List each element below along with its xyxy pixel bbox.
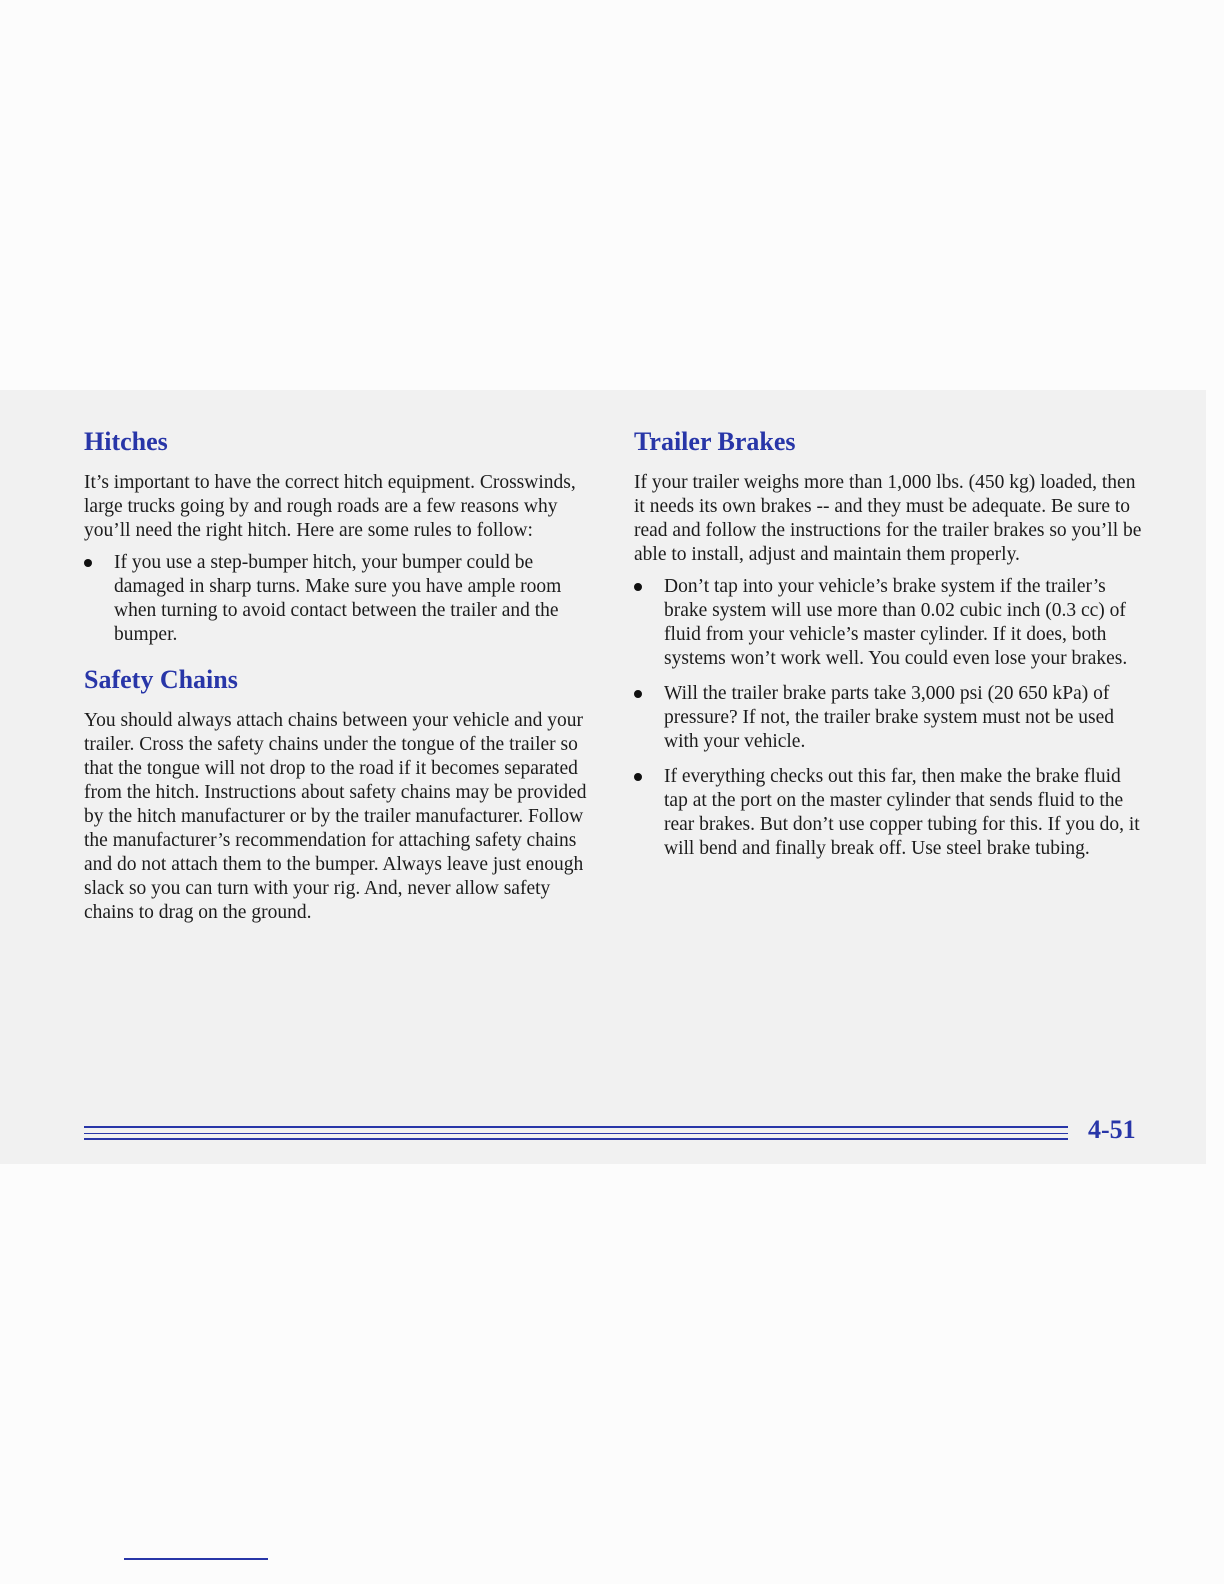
hitches-heading: Hitches (84, 427, 168, 456)
list-item (84, 551, 596, 647)
right-column (634, 425, 1144, 872)
footer-rule (84, 1126, 1068, 1128)
trailer-brakes-heading: Trailer Brakes (634, 427, 796, 456)
trailer-brakes-paragraph: If your trailer weighs more than 1,000 lbs. (450 kg) loaded, then it needs its own brakes -- and they must be adequate. Be sure to read and follow the instructions for the trailer brakes so you’ll be able to install, adjust and maintain them properly. (634, 472, 1142, 565)
bullet-text: If you use a step-bumper hitch, your bumper could be damaged in sharp turns. Make sure you have ample room when turning to avoid contact between the trailer and the bumper. (114, 552, 562, 645)
bullet-icon (634, 773, 642, 781)
hitches-paragraph: It’s important to have the correct hitch equipment. Crosswinds, large trucks going by and rough roads are a few reasons why you’ll need the right hitch. Here are some rules to follow: (84, 472, 576, 541)
safety-chains-heading: Safety Chains (84, 665, 238, 694)
safety-chains-paragraph: You should always attach chains between your vehicle and your trailer. Cross the safety chains under the tongue of the trailer so that the tongue will not drop to the road if it becomes separated from the hitch. Instructions about safety chains may be provided by the hitch manufacturer or by the trailer manufacturer. Follow the manufacturer’s recommendation for attaching safety chains and do not attach them to the bumper. Always leave just enough slack so you can turn with your rig. And, never allow safety chains to drag on the ground. (84, 710, 587, 923)
bullet-text: Don’t tap into your vehicle’s brake system if the trailer’s brake system will use more than 0.02 cubic inch (0.3 cc) of fluid from your vehicle’s master cylinder. If it does, both systems won’t work well. You could even lose your brakes. (664, 576, 1128, 669)
trailer-brakes-bullet-list (634, 575, 1144, 861)
page-number: 4-51 (1088, 1115, 1136, 1144)
hitches-bullet-list (84, 551, 596, 647)
bullet-icon (634, 583, 642, 591)
bullet-text: If everything checks out this far, then make the brake fluid tap at the port on the master cylinder that sends fluid to the rear brakes. But don’t use copper tubing for this. If you do, it will bend and finally break off. Use steel brake tubing. (664, 766, 1140, 859)
footer-rule (84, 1133, 1068, 1134)
list-item (634, 682, 1144, 754)
bullet-icon (84, 559, 92, 567)
list-item (634, 575, 1144, 671)
bullet-text: Will the trailer brake parts take 3,000 psi (20 650 kPa) of pressure? If not, the trailer brake system must not be used with your vehicle. (664, 683, 1114, 752)
left-column (84, 425, 596, 933)
list-item (634, 765, 1144, 861)
bottom-rule (124, 1558, 268, 1560)
footer-rule (84, 1138, 1068, 1140)
bullet-icon (634, 690, 642, 698)
